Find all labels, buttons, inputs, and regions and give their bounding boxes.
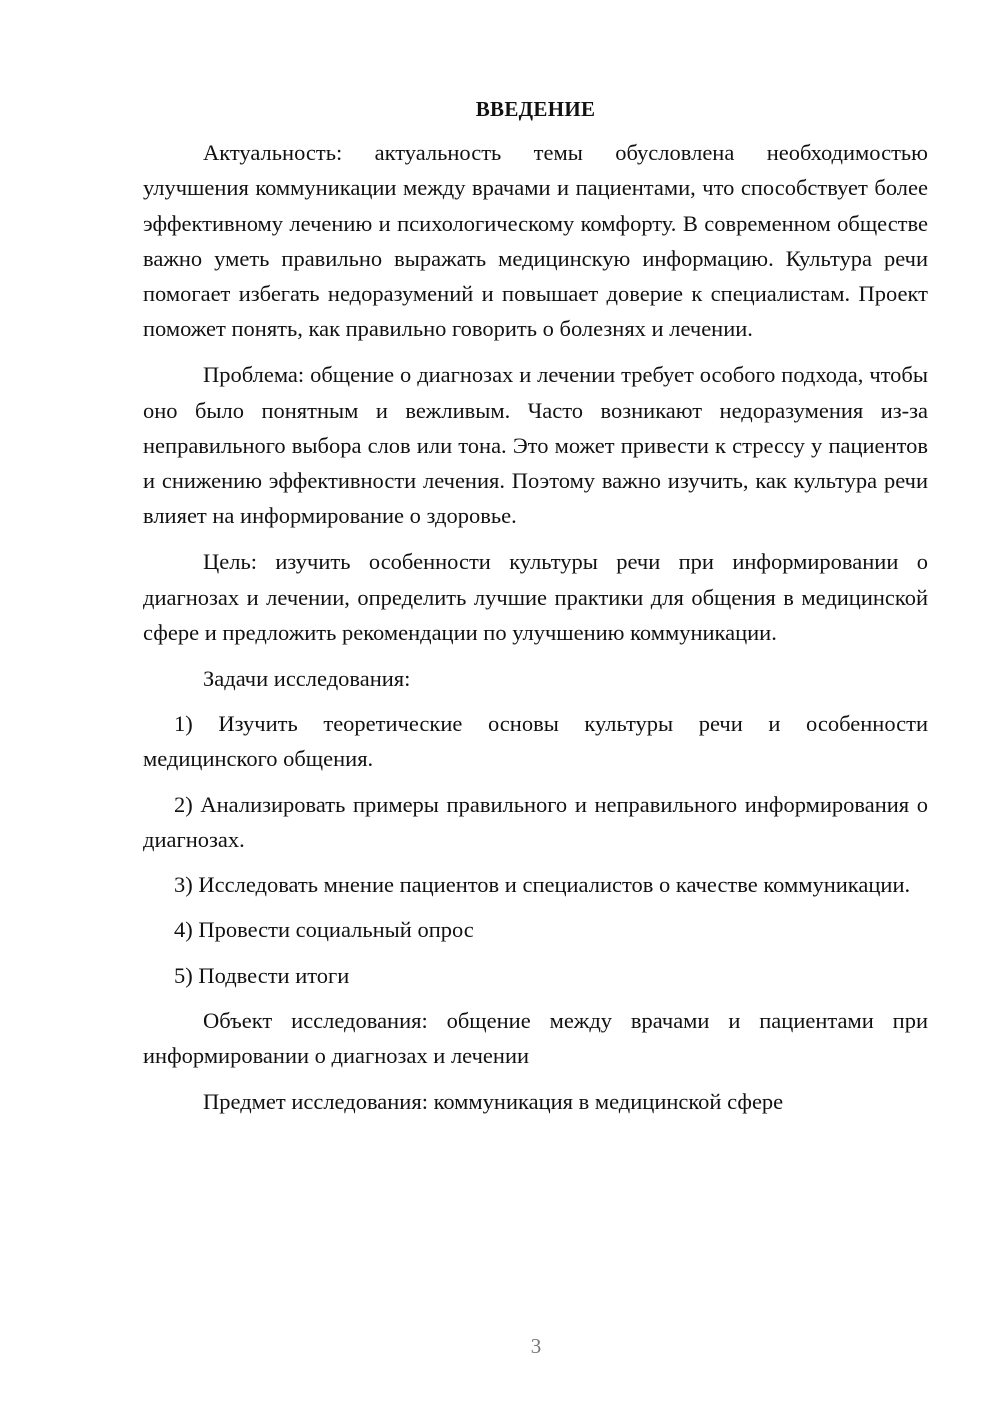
task-item: 4) Провести социальный опрос xyxy=(174,917,474,943)
goal-paragraph: Цель: изучить особенности культуры речи при информировании о диагнозах и лечении, определить лучшие практики для общения в медицинской сфере и предложить рекомендации по улучшению коммуникации. xyxy=(143,549,928,645)
page-number: 3 xyxy=(530,1334,542,1358)
problem-paragraph: Проблема: общение о диагнозах и лечении требует особого подхода, чтобы оно было понятным и вежливым. Часто возникают недоразумения из-за неправильного выбора слов или тона. Это может привести к стрессу у пациентов и снижению эффективности лечения. Поэтому важно изучить, как культура речи влияет на информирование о здоровье. xyxy=(143,362,928,529)
task-item: 2) Анализировать примеры правильного и неправильного информирования о диагнозах. xyxy=(143,791,928,852)
task-item: 5) Подвести итоги xyxy=(174,962,350,988)
task-item: 1) Изучить теоретические основы культуры речи и особенности медицинского общения. xyxy=(143,710,928,772)
task-item: 3) Исследовать мнение пациентов и специалистов о качестве коммуникации. xyxy=(174,872,911,898)
page-content xyxy=(143,92,928,1130)
section-heading: ВВЕДЕНИЕ xyxy=(475,97,596,121)
subject-paragraph: Предмет исследования: коммуникация в медицинской сфере xyxy=(203,1089,784,1115)
tasks-label: Задачи исследования: xyxy=(203,665,411,691)
object-paragraph: Объект исследования: общение между врачами и пациентами при информировании о диагнозах и лечении xyxy=(143,1008,928,1069)
relevance-paragraph: Актуальность: актуальность темы обусловлена необходимостью улучшения коммуникации между врачами и пациентами, что способствует более эффективному лечению и психологическому комфорту. В современном обществе важно уметь правильно выражать медицинскую информацию. Культура речи помогает избегать недоразумений и повышает доверие к специалистам. Проект поможет понять, как правильно говорить о болезнях и лечении. xyxy=(143,140,928,342)
